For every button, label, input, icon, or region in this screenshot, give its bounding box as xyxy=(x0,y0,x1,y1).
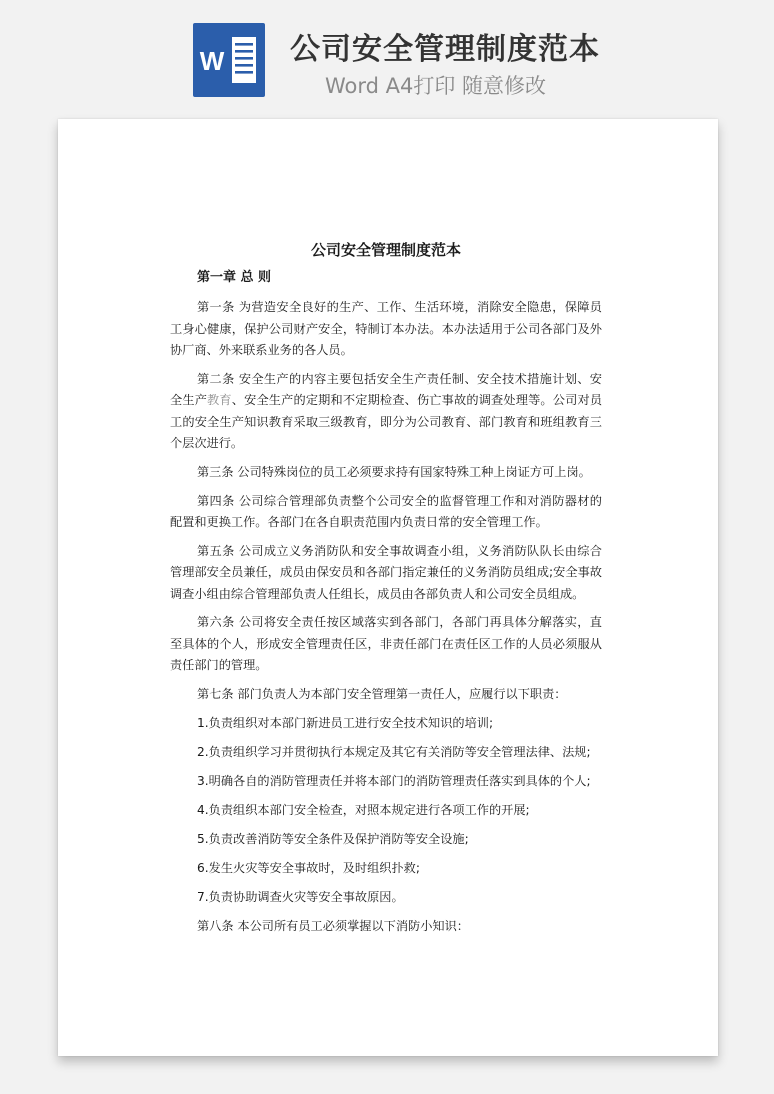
article-6: 第六条 公司将安全责任按区域落实到各部门，各部门再具体分解落实，直至具体的个人，形成安全管理责任区，非责任部门在责任区工作的人员必须服从责任部门的管理。 xyxy=(170,615,602,672)
duty-item: 5.负责改善消防等安全条件及保护消防等安全设施; xyxy=(197,831,469,846)
document-page xyxy=(58,119,718,1056)
article-2 xyxy=(170,369,602,455)
duty-item: 1.负责组织对本部门新进员工进行安全技术知识的培训; xyxy=(197,715,494,730)
article-1: 第一条 为营造安全良好的生产、工作、生活环境，消除安全隐患，保障员工身心健康，保护公司财产安全，特制订本办法。本办法适用于公司各部门及外协厂商、外来联系业务的各人员。 xyxy=(170,300,602,357)
article-7: 第七条 部门负责人为本部门安全管理第一责任人，应履行以下职责： xyxy=(197,686,567,701)
article-2-highlight: 教育 xyxy=(207,393,232,407)
document-title: 公司安全管理制度范本 xyxy=(310,241,461,259)
article-5: 第五条 公司成立义务消防队和安全事故调查小组，义务消防队队长由综合管理部安全员兼任，成员由保安员和各部门指定兼任的义务消防员组成;安全事故调查小组由综合管理部负责人任组长，成员由各部负责人和公司安全员组成。 xyxy=(170,543,602,601)
chapter-heading: 第一章 总 则 xyxy=(197,270,272,285)
article-4: 第四条 公司综合管理部负责整个公司安全的监督管理工作和对消防器材的配置和更换工作。各部门在各自职责范围内负责日常的安全管理工作。 xyxy=(170,493,602,529)
header-subtitle: Word A4打印 随意修改 xyxy=(325,74,547,98)
duty-item: 4.负责组织本部门安全检查，对照本规定进行各项工作的开展; xyxy=(197,802,530,817)
article-2-text-b: 、安全生产的定期和不定期检查、伤亡事故的调查处理等。公司对员工的安全生产知识教育采取三级教育，即分为公司教育、部门教育和班组教育三个层次进行。 xyxy=(170,393,603,450)
article-8: 第八条 本公司所有员工必须掌握以下消防小知识： xyxy=(197,918,469,933)
word-document-icon xyxy=(193,23,265,97)
page-header xyxy=(0,0,774,118)
duty-item: 2.负责组织学习并贯彻执行本规定及其它有关消防等安全管理法律、法规; xyxy=(197,744,591,759)
duty-item: 7.负责协助调查火灾等安全事故原因。 xyxy=(197,889,404,904)
document-body xyxy=(170,241,602,945)
header-title: 公司安全管理制度范本 xyxy=(290,32,600,67)
duty-item: 3.明确各自的消防管理责任并将本部门的消防管理责任落实到具体的个人; xyxy=(197,773,591,788)
duty-item: 6.发生火灾等安全事故时，及时组织扑救; xyxy=(197,860,420,875)
article-3: 第三条 公司特殊岗位的员工必须要求持有国家特殊工种上岗证方可上岗。 xyxy=(197,464,591,479)
word-icon-letter: W xyxy=(199,46,225,76)
article-2-text-a: 第二条 安全生产的内容主要包括安全生产责任制、安全技术措施计划、安全生产 xyxy=(170,371,602,407)
